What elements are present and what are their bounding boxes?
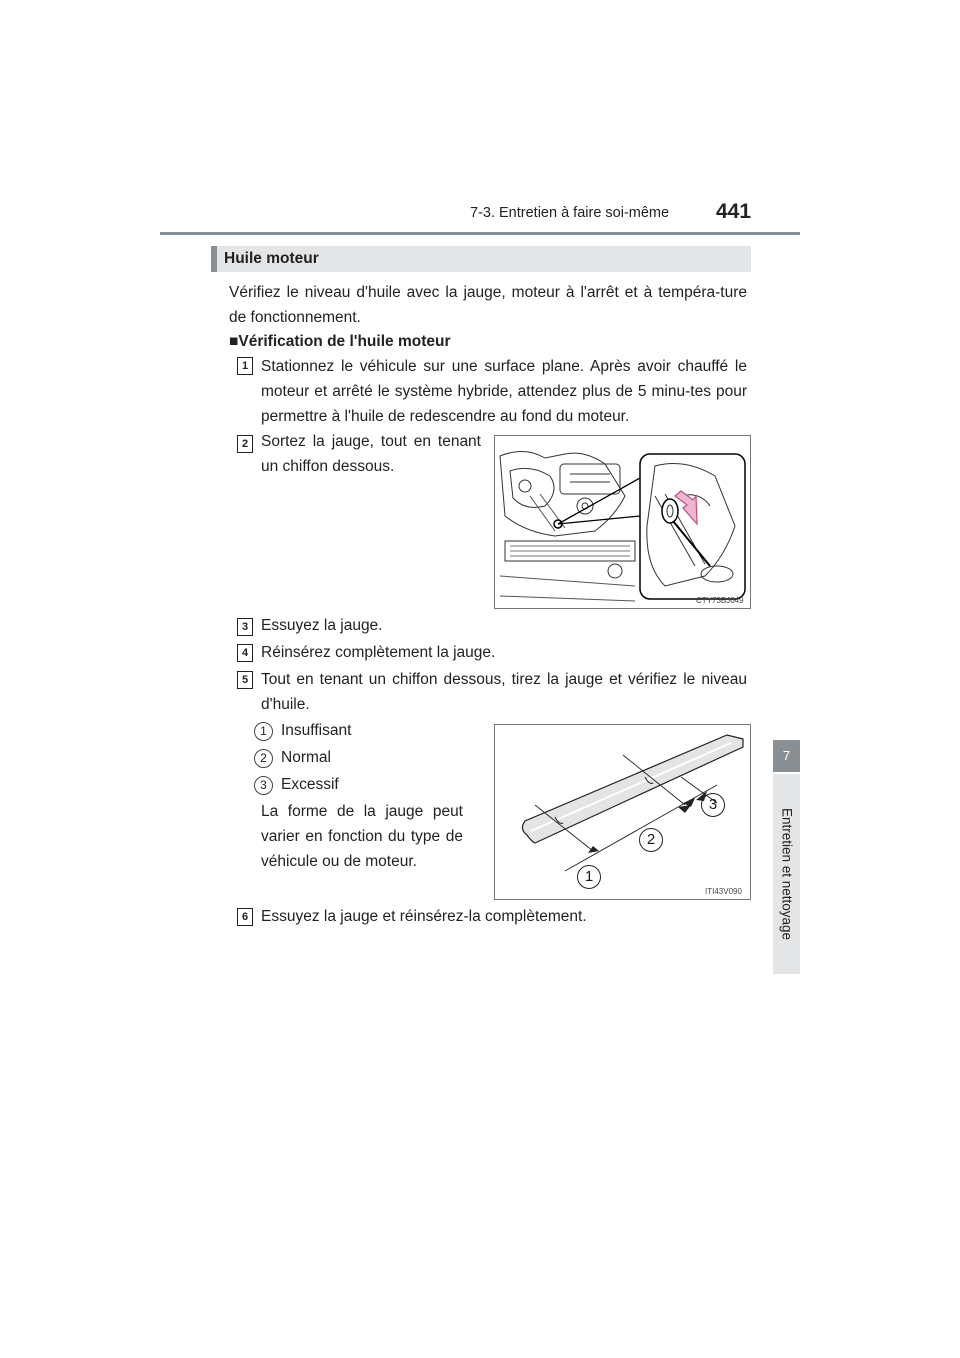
step-badge-2: 2 [237, 435, 253, 453]
legend-label-3: Excessif [281, 776, 339, 793]
step-badge-5: 5 [237, 671, 253, 689]
dipstick-figure-code: ITI43V090 [705, 887, 742, 896]
step-1-text: Stationnez le véhicule sur une surface plane. Après avoir chauffé le moteur et arrêté le système hybride, attendez plus de 5 minu-tes pour permettre à l'huile de redescendre au fond du moteur. [261, 358, 747, 425]
page-number: 441 [716, 200, 752, 223]
step-badge-4: 4 [237, 644, 253, 662]
intro-paragraph: Vérifiez le niveau d'huile avec la jauge, moteur à l'arrêt et à tempéra-ture de fonctionnement. [229, 284, 747, 326]
legend-number-1: 1 [254, 722, 273, 741]
legend-number-3: 3 [254, 776, 273, 795]
subheading: ■Vérification de l'huile moteur [229, 333, 451, 350]
step-badge-3: 3 [237, 618, 253, 636]
engine-illustration [495, 436, 750, 608]
dipstick-callout-2: 2 [639, 828, 663, 852]
chapter-tab-label-text: Entretien et nettoyage [779, 807, 794, 941]
dipstick-level-figure [494, 724, 751, 900]
step-badge-1: 1 [237, 357, 253, 375]
chapter-tab-number: 7 [773, 740, 800, 772]
legend-label-2: Normal [281, 749, 331, 766]
dipstick-callout-1: 1 [577, 865, 601, 889]
chapter-title: 7-3. Entretien à faire soi-même [470, 205, 670, 221]
engine-dipstick-figure [494, 435, 751, 609]
step-6-text: Essuyez la jauge et réinsérez-la complètement. [261, 908, 587, 925]
step-3-text: Essuyez la jauge. [261, 617, 383, 634]
legend-label-1: Insuffisant [281, 722, 352, 739]
step-badge-6: 6 [237, 908, 253, 926]
section-header-bar [211, 246, 217, 272]
chapter-tab-label [773, 774, 800, 974]
step-2-text: Sortez la jauge, tout en tenant un chiffon dessous. [261, 433, 481, 475]
legend-number-2: 2 [254, 749, 273, 768]
dipstick-callout-3: 3 [701, 793, 725, 817]
section-title: Huile moteur [224, 250, 319, 267]
step-4-text: Réinsérez complètement la jauge. [261, 644, 496, 661]
dipstick-note: La forme de la jauge peut varier en fonction du type de véhicule ou de moteur. [261, 803, 463, 870]
header-divider [160, 232, 800, 235]
step-5-text: Tout en tenant un chiffon dessous, tirez la jauge et vérifiez le niveau d'huile. [261, 671, 747, 713]
engine-figure-code: CTY73BJ049 [696, 596, 744, 605]
